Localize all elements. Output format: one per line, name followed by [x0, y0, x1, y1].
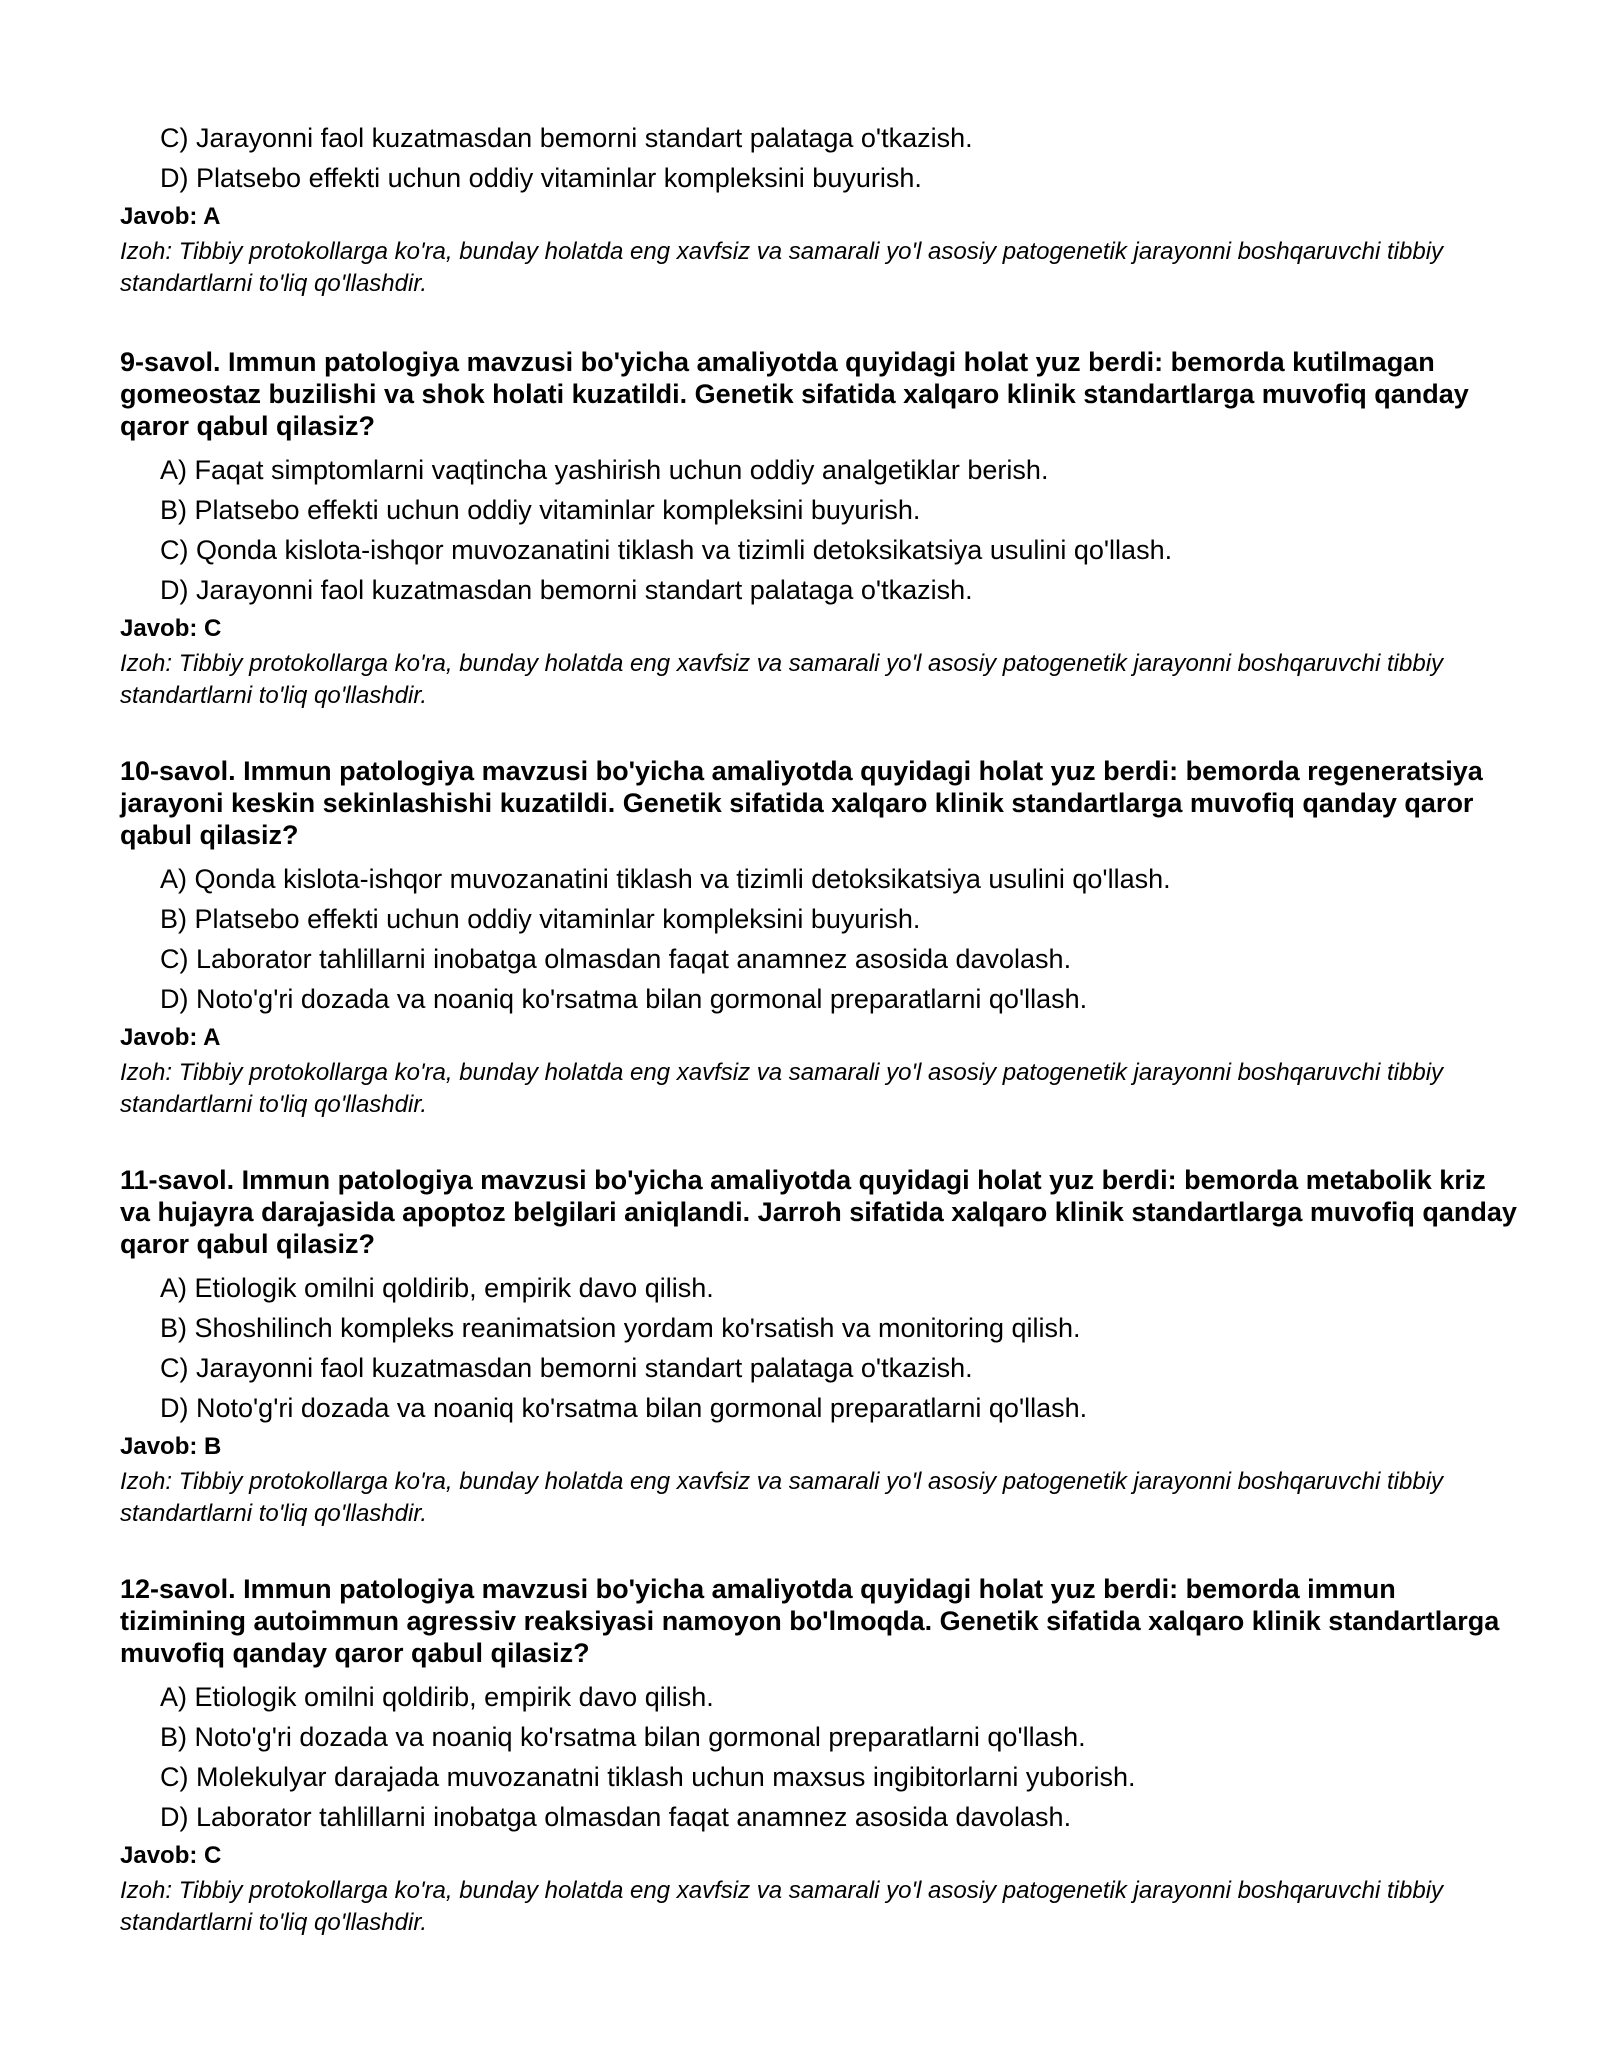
question-10: [120, 755, 1520, 1121]
option-c: C) Laborator tahlillarni inobatga olmasdan faqat anamnez asosida davolash.: [160, 944, 1072, 974]
question-text: 12-savol. Immun patologiya mavzusi bo'yicha amaliyotda quyidagi holat yuz berdi: bemorda immun tizimining autoimmun agressiv reaksiyasi namoyon bo'lmoqda. Genetik sifatida xalqaro klinik standartlarga muvofiq qanday qaror qabul qilasiz?: [120, 1574, 1500, 1668]
option-c: C) Jarayonni faol kuzatmasdan bemorni standart palataga o'tkazish.: [160, 1353, 973, 1383]
option-c: C) Molekulyar darajada muvozanatni tiklash uchun maxsus ingibitorlarni yuborish.: [160, 1762, 1136, 1792]
question-9: [120, 346, 1520, 712]
answer-label: Javob: B: [120, 1433, 222, 1460]
option-b: B) Noto'g'ri dozada va noaniq ko'rsatma bilan gormonal preparatlarni qo'llash.: [160, 1722, 1086, 1752]
option-a: A) Faqat simptomlarni vaqtincha yashirish uchun oddiy analgetiklar berish.: [160, 455, 1049, 485]
question-text: 10-savol. Immun patologiya mavzusi bo'yicha amaliyotda quyidagi holat yuz berdi: bemorda regeneratsiya jarayoni keskin sekinlashishi kuzatildi. Genetik sifatida xalqaro klinik standartlarga muvofiq qanday qaror qabul qilasiz?: [120, 756, 1483, 850]
explanation-note: Izoh: Tibbiy protokollarga ko'ra, bunday holatda eng xavfsiz va samarali yo'l asosiy patogenetik jarayonni boshqaruvchi tibbiy standartlarni to'liq qo'llashdir.: [120, 1877, 1444, 1936]
option-a: A) Etiologik omilni qoldirib, empirik davo qilish.: [160, 1273, 714, 1303]
option-d: D) Noto'g'ri dozada va noaniq ko'rsatma bilan gormonal preparatlarni qo'llash.: [160, 1393, 1088, 1423]
option-a: A) Qonda kislota-ishqor muvozanatini tiklash va tizimli detoksikatsiya usulini qo'llash.: [160, 864, 1171, 894]
question-text: 11-savol. Immun patologiya mavzusi bo'yicha amaliyotda quyidagi holat yuz berdi: bemorda metabolik kriz va hujayra darajasida apoptoz belgilari aniqlandi. Jarroh sifatida xalqaro klinik standartlarga muvofiq qanday qaror qabul qilasiz?: [120, 1165, 1517, 1259]
question-text: 9-savol. Immun patologiya mavzusi bo'yicha amaliyotda quyidagi holat yuz berdi: bemorda kutilmagan gomeostaz buzilishi va shok holati kuzatildi. Genetik sifatida xalqaro klinik standartlarga muvofiq qanday qaror qabul qilasiz?: [120, 347, 1469, 441]
option-d: D) Laborator tahlillarni inobatga olmasdan faqat anamnez asosida davolash.: [160, 1802, 1072, 1832]
option-d: D) Jarayonni faol kuzatmasdan bemorni standart palataga o'tkazish.: [160, 575, 973, 605]
answer-label: Javob: A: [120, 1024, 221, 1051]
explanation-note: Izoh: Tibbiy protokollarga ko'ra, bunday holatda eng xavfsiz va samarali yo'l asosiy patogenetik jarayonni boshqaruvchi tibbiy standartlarni to'liq qo'llashdir.: [120, 650, 1444, 709]
option-c: C) Qonda kislota-ishqor muvozanatini tiklash va tizimli detoksikatsiya usulini qo'llash.: [160, 535, 1173, 565]
explanation-note: Izoh: Tibbiy protokollarga ko'ra, bunday holatda eng xavfsiz va samarali yo'l asosiy patogenetik jarayonni boshqaruvchi tibbiy standartlarni to'liq qo'llashdir.: [120, 238, 1444, 297]
option-b: B) Platsebo effekti uchun oddiy vitaminlar kompleksini buyurish.: [160, 904, 921, 934]
answer-label: Javob: A: [120, 203, 221, 230]
option-c: C) Jarayonni faol kuzatmasdan bemorni standart palataga o'tkazish.: [160, 123, 973, 153]
option-d: D) Platsebo effekti uchun oddiy vitaminlar kompleksini buyurish.: [160, 163, 922, 193]
answer-label: Javob: C: [120, 1842, 222, 1869]
option-b: B) Platsebo effekti uchun oddiy vitaminlar kompleksini buyurish.: [160, 495, 921, 525]
option-d: D) Noto'g'ri dozada va noaniq ko'rsatma bilan gormonal preparatlarni qo'llash.: [160, 984, 1088, 1014]
explanation-note: Izoh: Tibbiy protokollarga ko'ra, bunday holatda eng xavfsiz va samarali yo'l asosiy patogenetik jarayonni boshqaruvchi tibbiy standartlarni to'liq qo'llashdir.: [120, 1059, 1444, 1118]
question-12: [120, 1573, 1520, 1939]
question-11: [120, 1164, 1520, 1530]
question-8-fragment: [120, 118, 1520, 300]
answer-label: Javob: C: [120, 615, 222, 642]
option-b: B) Shoshilinch kompleks reanimatsion yordam ko'rsatish va monitoring qilish.: [160, 1313, 1081, 1343]
explanation-note: Izoh: Tibbiy protokollarga ko'ra, bunday holatda eng xavfsiz va samarali yo'l asosiy patogenetik jarayonni boshqaruvchi tibbiy standartlarni to'liq qo'llashdir.: [120, 1468, 1444, 1527]
option-a: A) Etiologik omilni qoldirib, empirik davo qilish.: [160, 1682, 714, 1712]
